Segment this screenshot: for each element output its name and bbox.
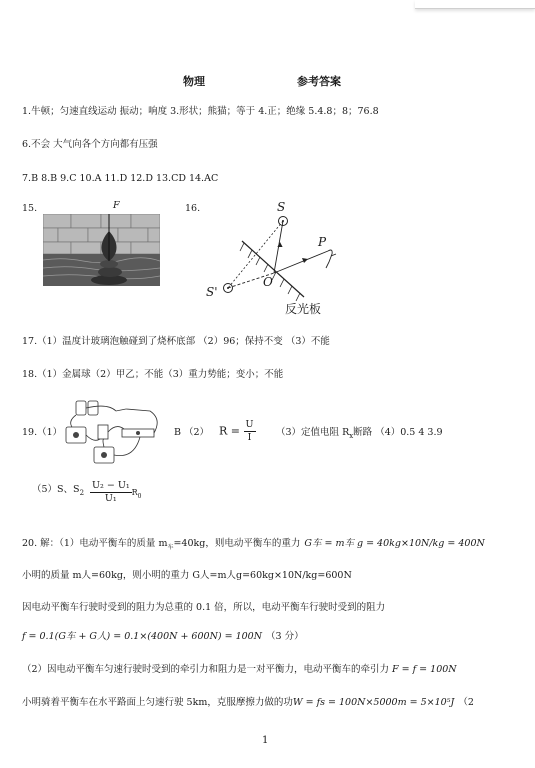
answer-20-line-1-text: 20. 解：（1）电动平衡车的质量 m	[22, 538, 168, 549]
answer-20-line-1-text-2: =40kg，则电动平衡车的重力	[173, 538, 301, 549]
label-s-image: S'	[206, 285, 218, 299]
label-s: S	[277, 200, 286, 214]
formula-resistance: f = 0.1(G车 + G人) = 0.1×(400N + 600N) = 100N	[22, 631, 263, 642]
formula-car-gravity: G车 = m车 g = 40kg×10N/kg = 400N	[304, 538, 485, 549]
figure-19-circuit	[64, 399, 164, 467]
answer-19-part-3	[276, 427, 443, 442]
question-16-label: 16.	[185, 203, 201, 214]
figure-16-reflection-diagram	[200, 196, 350, 326]
page-number: 1	[262, 735, 269, 746]
formula-r0-sub: 0	[137, 493, 142, 500]
score-note-2: （2	[458, 697, 474, 708]
formula-r0: R	[131, 488, 138, 497]
question-15-label: 15.	[22, 203, 38, 214]
answer-19-part-5-text: （5）S、S	[32, 484, 80, 495]
label-o: O	[263, 275, 273, 289]
answer-19-part-1: 19.（1）	[22, 427, 63, 438]
answer-title: 参考答案	[297, 75, 341, 88]
page-corner-shadow	[415, 0, 535, 9]
answer-20-line-6	[22, 697, 474, 709]
answer-19-part-3-sub: x	[349, 431, 354, 440]
answer-19-part-2: B （2）	[174, 427, 210, 438]
answer-line-1-5: 1.牛顿；匀速直线运动 振动；响度 3.形状；熊猫；等于 4.正；绝缘 5.4.8；8；76.8	[22, 106, 379, 117]
answer-line-6: 6.不会 大气向各个方向都有压强	[22, 139, 158, 150]
answer-20-line-6-text: 小明骑着平衡车在水平路面上匀速行驶 5km，克服摩擦力做的功	[22, 697, 293, 708]
formula-r-equals-u-over-i	[219, 419, 256, 444]
answer-19-part-5-sub: 2	[79, 488, 85, 497]
subject-title: 物理	[183, 75, 205, 88]
figure-15-photo	[43, 214, 160, 286]
answer-line-7-14: 7.B 8.B 9.C 10.A 11.D 12.D 13.CD 14.AC	[22, 173, 219, 184]
answer-20-line-1	[22, 538, 485, 554]
formula-work: W = fs = 100N×5000m = 5×10⁵J	[292, 697, 455, 708]
answer-19-part-5	[32, 484, 84, 499]
answer-line-18: 18.（1）金属球（2）甲乙；不能（3）重力势能；变小；不能	[22, 369, 284, 380]
label-p: P	[318, 235, 327, 249]
fraction-numerator-u2-minus-u1: U₂ − U₁	[92, 480, 130, 491]
fraction-u2-minus-u1-over-u1	[90, 480, 132, 505]
score-note-3: （3 分）	[266, 631, 304, 642]
answer-20-line-5	[22, 664, 457, 676]
fraction-u-over-i	[244, 419, 256, 444]
answer-line-17: 17.（1）温度计玻璃泡触碰到了烧杯底部 （2）96；保持不变 （3）不能	[22, 336, 330, 347]
answer-20-line-5-text: （2）因电动平衡车匀速行驶时受到的牵引力和阻力是一对平衡力，电动平衡车的牵引力	[22, 664, 390, 675]
formula-traction: F = f = 100N	[392, 664, 457, 675]
fraction-numerator-u: U	[245, 419, 254, 430]
reflector-caption: 反光板	[285, 302, 322, 316]
formula-part-5-fraction	[90, 480, 142, 505]
answer-20-line-4	[22, 631, 304, 643]
formula-r-lhs: R =	[219, 424, 244, 438]
answer-20-line-3: 因电动平衡车行驶时受到的阻力为总重的 0.1 倍，所以，电动平衡车行驶时受到的阻力	[22, 602, 386, 613]
fraction-denominator-u1: U₁	[104, 493, 117, 504]
fraction-denominator-i: I	[247, 432, 252, 443]
answer-19-part-3-text: （3）定值电阻 R	[276, 427, 350, 438]
answer-20-line-2: 小明的质量 m人=60kg，则小明的重力 G人=m人g=60kg×10N/kg=600N	[22, 570, 352, 581]
force-label-f: F	[113, 200, 120, 211]
subscript-car: 车	[167, 543, 174, 551]
answer-19-part-4-text: 断路 （4）0.5 4 3.9	[353, 427, 443, 438]
